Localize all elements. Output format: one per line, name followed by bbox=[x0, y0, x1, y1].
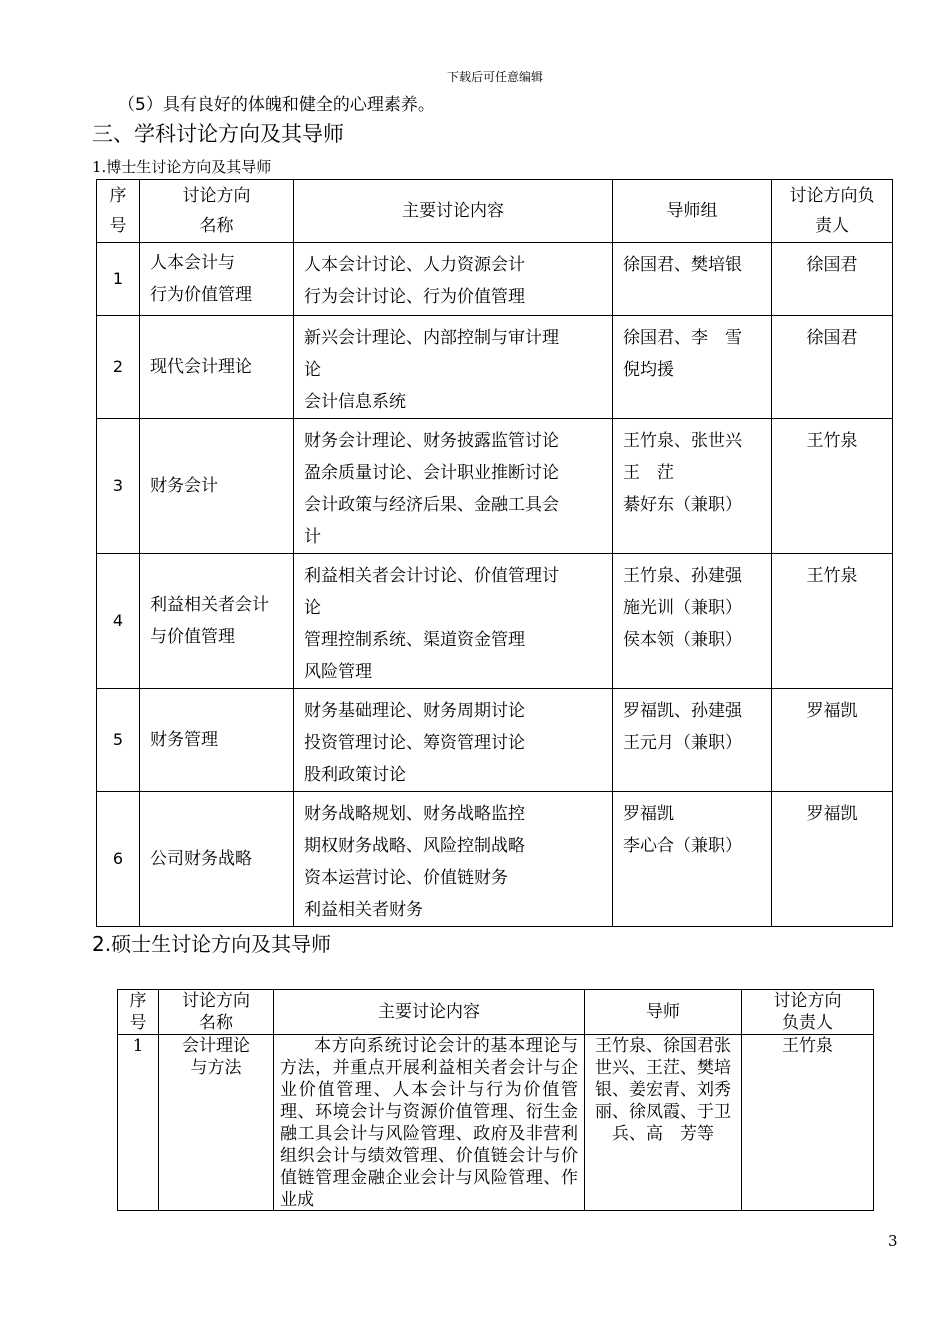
cell-direction-name bbox=[140, 316, 294, 419]
cell-direction-name-line: 行为价值管理 bbox=[150, 285, 252, 305]
cell-content-line: 利益相关者财务 bbox=[304, 900, 423, 920]
cell-lead: 罗福凯 bbox=[772, 689, 893, 792]
cell-no: 3 bbox=[97, 419, 140, 554]
cell-tutors-line: 王竹泉、张世兴 bbox=[623, 431, 742, 451]
cell-content-line: 盈余质量讨论、会计职业推断讨论 bbox=[304, 463, 559, 483]
cell-direction-name-line: 公司财务战略 bbox=[150, 849, 252, 869]
header-no: 序号 bbox=[97, 180, 140, 243]
table-header-row bbox=[97, 180, 893, 243]
cell-lead: 徐国君 bbox=[772, 316, 893, 419]
cell-tutors-line: 侯本领（兼职） bbox=[623, 630, 742, 650]
cell-content-line: 风险管理 bbox=[304, 662, 372, 682]
cell-content-line: 利益相关者会计讨论、价值管理讨 bbox=[304, 566, 559, 586]
cell-content bbox=[294, 419, 613, 554]
cell-lead: 王竹泉 bbox=[772, 419, 893, 554]
cell-direction-name-line: 人本会计与 bbox=[150, 253, 235, 273]
cell-tutors-line: 李心合（兼职） bbox=[623, 836, 742, 856]
doctoral-directions-table bbox=[96, 179, 893, 927]
header-tutors: 导师组 bbox=[613, 180, 772, 243]
table-row bbox=[97, 316, 893, 419]
cell-direction-name-line: 与价值管理 bbox=[150, 627, 235, 647]
cell-direction-name: 会计理论与方法 bbox=[159, 1035, 274, 1211]
cell-content bbox=[294, 316, 613, 419]
table-row bbox=[118, 1035, 874, 1211]
cell-lead: 罗福凯 bbox=[772, 792, 893, 927]
cell-tutors: 王竹泉、徐国君张世兴、王茳、樊培银、姜宏青、刘秀丽、徐凤霞、于卫兵、高 芳等 bbox=[585, 1035, 742, 1211]
cell-lead: 王竹泉 bbox=[742, 1035, 874, 1211]
cell-direction-name bbox=[140, 792, 294, 927]
cell-no: 1 bbox=[97, 243, 140, 316]
cell-tutors-line: 罗福凯、孙建强 bbox=[623, 701, 742, 721]
cell-direction-name bbox=[140, 689, 294, 792]
table-row bbox=[97, 243, 893, 316]
section-title: 三、学科讨论方向及其导师 bbox=[92, 122, 344, 146]
cell-no: 6 bbox=[97, 792, 140, 927]
cell-content-line: 会计信息系统 bbox=[304, 392, 406, 412]
cell-direction-name-line: 财务管理 bbox=[150, 730, 218, 750]
cell-tutors bbox=[613, 419, 772, 554]
cell-direction-name bbox=[140, 554, 294, 689]
cell-content-line: 期权财务战略、风险控制战略 bbox=[304, 836, 525, 856]
cell-content bbox=[294, 689, 613, 792]
cell-content-line: 财务基础理论、财务周期讨论 bbox=[304, 701, 525, 721]
cell-no: 5 bbox=[97, 689, 140, 792]
cell-lead: 王竹泉 bbox=[772, 554, 893, 689]
cell-no: 4 bbox=[97, 554, 140, 689]
cell-direction-name-line: 现代会计理论 bbox=[150, 357, 252, 377]
header-name: 讨论方向名称 bbox=[140, 180, 294, 243]
cell-content: 本方向系统讨论会计的基本理论与方法，并重点开展利益相关者会计与企业价值管理、人本会计与行为价值管理、环境会计与资源价值管理、衍生金融工具会计与风险管理、政府及非营利组织会计与绩效管理、价值链会计与价值链管理金融企业会计与风险管理、作业成 bbox=[274, 1035, 585, 1211]
table-row bbox=[97, 689, 893, 792]
header-tutors: 导师 bbox=[585, 990, 742, 1035]
cell-content-line: 财务战略规划、财务战略监控 bbox=[304, 804, 525, 824]
page-number: 3 bbox=[888, 1232, 898, 1250]
cell-direction-name bbox=[140, 243, 294, 316]
cell-tutors-line: 王元月（兼职） bbox=[623, 733, 742, 753]
cell-content-line: 论 bbox=[304, 598, 321, 618]
cell-content bbox=[294, 792, 613, 927]
header-no: 序号 bbox=[118, 990, 159, 1035]
header-content: 主要讨论内容 bbox=[294, 180, 613, 243]
cell-tutors-line: 施光训（兼职） bbox=[623, 598, 742, 618]
cell-tutors-line: 綦好东（兼职） bbox=[623, 495, 742, 515]
cell-direction-name-line: 财务会计 bbox=[150, 476, 218, 496]
cell-content-line: 新兴会计理论、内部控制与审计理 bbox=[304, 328, 559, 348]
cell-tutors-line: 徐国君、樊培银 bbox=[623, 255, 742, 275]
cell-content-line: 投资管理讨论、筹资管理讨论 bbox=[304, 733, 525, 753]
cell-tutors-line: 徐国君、李 雪 bbox=[623, 328, 742, 348]
masters-directions-table bbox=[117, 989, 874, 1211]
cell-tutors-line: 王 茳 bbox=[623, 463, 674, 483]
cell-tutors bbox=[613, 316, 772, 419]
masters-subtitle: 2.硕士生讨论方向及其导师 bbox=[92, 932, 332, 956]
header-name: 讨论方向名称 bbox=[159, 990, 274, 1035]
cell-content bbox=[294, 243, 613, 316]
requirement-item-5: （5）具有良好的体魄和健全的心理素养。 bbox=[118, 95, 435, 115]
table-row bbox=[97, 792, 893, 927]
cell-tutors bbox=[613, 792, 772, 927]
cell-direction-name-line: 利益相关者会计 bbox=[150, 595, 269, 615]
cell-content-line: 计 bbox=[304, 527, 321, 547]
table-header-row bbox=[118, 990, 874, 1035]
cell-tutors bbox=[613, 243, 772, 316]
header-lead: 讨论方向负责人 bbox=[742, 990, 874, 1035]
cell-tutors-line: 倪均援 bbox=[623, 360, 674, 380]
cell-tutors bbox=[613, 554, 772, 689]
cell-content-line: 财务会计理论、财务披露监管讨论 bbox=[304, 431, 559, 451]
cell-content-line: 人本会计讨论、人力资源会计 bbox=[304, 255, 525, 275]
cell-content-line: 行为会计讨论、行为价值管理 bbox=[304, 287, 525, 307]
cell-tutors bbox=[613, 689, 772, 792]
cell-content bbox=[294, 554, 613, 689]
cell-content-line: 管理控制系统、渠道资金管理 bbox=[304, 630, 525, 650]
cell-content-line: 股利政策讨论 bbox=[304, 765, 406, 785]
cell-no: 2 bbox=[97, 316, 140, 419]
header-lead: 讨论方向负责人 bbox=[772, 180, 893, 243]
cell-no: 1 bbox=[118, 1035, 159, 1211]
cell-content-line: 论 bbox=[304, 360, 321, 380]
table-row bbox=[97, 419, 893, 554]
cell-direction-name bbox=[140, 419, 294, 554]
header-note: 下载后可任意编辑 bbox=[446, 70, 543, 84]
header-content: 主要讨论内容 bbox=[274, 990, 585, 1035]
table-row bbox=[97, 554, 893, 689]
cell-tutors-line: 罗福凯 bbox=[623, 804, 674, 824]
cell-content-line: 会计政策与经济后果、金融工具会 bbox=[304, 495, 559, 515]
doctoral-subtitle: 1.博士生讨论方向及其导师 bbox=[92, 158, 272, 176]
cell-lead: 徐国君 bbox=[772, 243, 893, 316]
cell-content-line: 资本运营讨论、价值链财务 bbox=[304, 868, 508, 888]
cell-tutors-line: 王竹泉、孙建强 bbox=[623, 566, 742, 586]
